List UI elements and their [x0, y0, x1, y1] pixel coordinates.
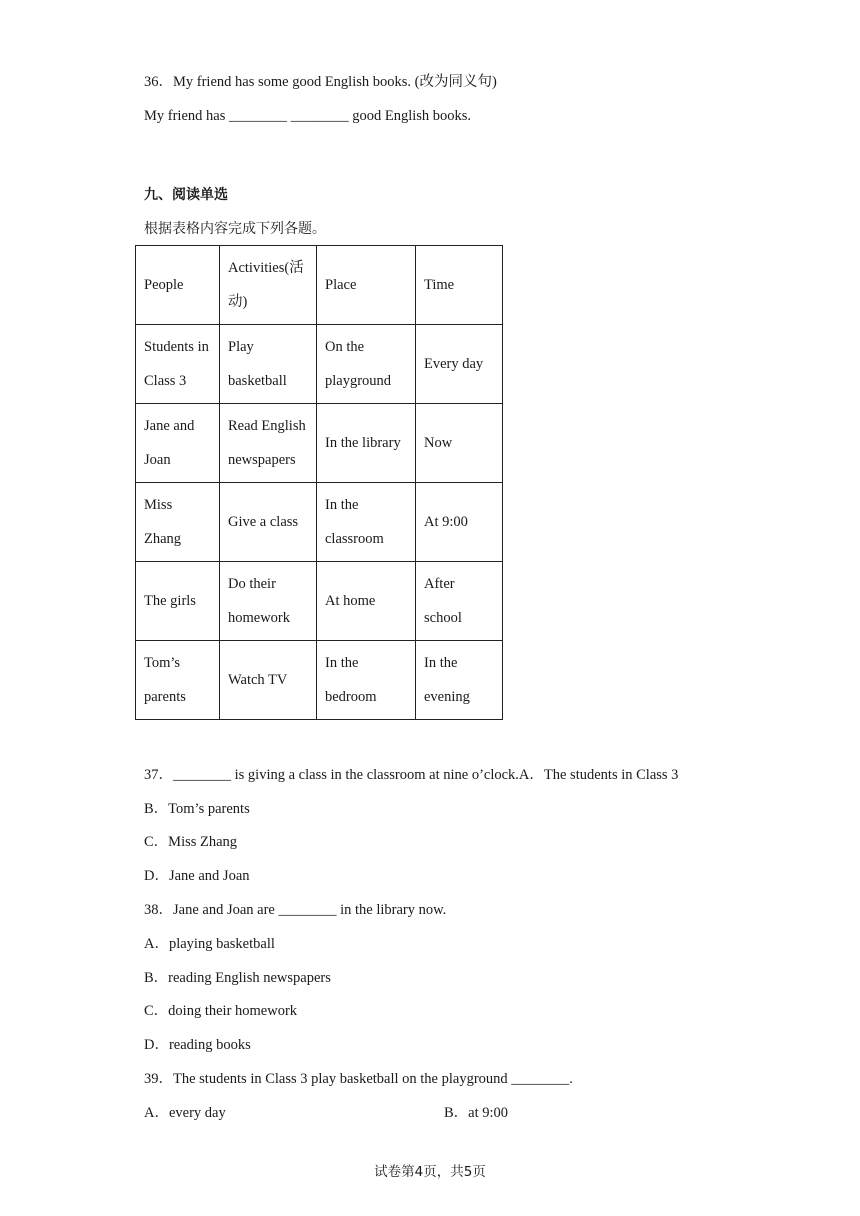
q38-option-d[interactable]: D．reading books — [144, 1037, 251, 1053]
cell-activity: Play basketball — [220, 325, 317, 404]
q39-option-b[interactable]: B．at 9:00 — [444, 1105, 509, 1121]
q37-option-b[interactable]: B．Tom’s parents — [144, 801, 250, 817]
cell-activity: Give a class — [220, 483, 317, 562]
table-row — [136, 562, 503, 641]
cell-place: In the classroom — [317, 483, 416, 562]
cell-time: In the evening — [416, 641, 503, 720]
cell-people: Miss Zhang — [136, 483, 220, 562]
table-header-row — [136, 246, 503, 325]
cell-activity: Read English newspapers — [220, 404, 317, 483]
cell-time: After school — [416, 562, 503, 641]
q39-option-a[interactable]: A．every day — [144, 1105, 226, 1121]
page-footer: 试卷第4页，共5页 — [374, 1164, 486, 1180]
header-place: Place — [317, 246, 416, 325]
table-row — [136, 641, 503, 720]
cell-people: Students in Class 3 — [136, 325, 220, 404]
activities-table — [135, 245, 503, 720]
cell-place: In the library — [317, 404, 416, 483]
header-activities: Activities(活动) — [220, 246, 317, 325]
cell-place: At home — [317, 562, 416, 641]
header-time: Time — [416, 246, 503, 325]
q37-option-c[interactable]: C．Miss Zhang — [144, 834, 238, 850]
q38-question: 38．Jane and Joan are ________ in the library now. — [144, 902, 447, 918]
q37-option-d[interactable]: D．Jane and Joan — [144, 868, 250, 884]
cell-people: Tom’s parents — [136, 641, 220, 720]
header-people: People — [136, 246, 220, 325]
cell-time: At 9:00 — [416, 483, 503, 562]
cell-time: Every day — [416, 325, 503, 404]
cell-people: The girls — [136, 562, 220, 641]
table-row — [136, 325, 503, 404]
q36-question: 36．My friend has some good English books. (改为同义句) — [144, 74, 497, 90]
cell-time: Now — [416, 404, 503, 483]
cell-place: In the bedroom — [317, 641, 416, 720]
table-row — [136, 483, 503, 562]
section-heading: 九、阅读单选 — [144, 187, 228, 203]
q38-option-a[interactable]: A．playing basketball — [144, 936, 275, 952]
cell-activity: Do their homework — [220, 562, 317, 641]
cell-people: Jane and Joan — [136, 404, 220, 483]
table-row — [136, 404, 503, 483]
q39-question: 39．The students in Class 3 play basketball on the playground ________. — [144, 1071, 573, 1087]
cell-place: On the playground — [317, 325, 416, 404]
cell-activity: Watch TV — [220, 641, 317, 720]
q36-answer-line: My friend has ________ ________ good English books. — [144, 108, 472, 124]
q38-option-b[interactable]: B．reading English newspapers — [144, 970, 331, 986]
q37-question: 37．________ is giving a class in the classroom at nine o’clock.A．The students in Class 3 — [144, 767, 679, 783]
q38-option-c[interactable]: C．doing their homework — [144, 1003, 298, 1019]
section-instruction: 根据表格内容完成下列各题。 — [144, 221, 326, 237]
